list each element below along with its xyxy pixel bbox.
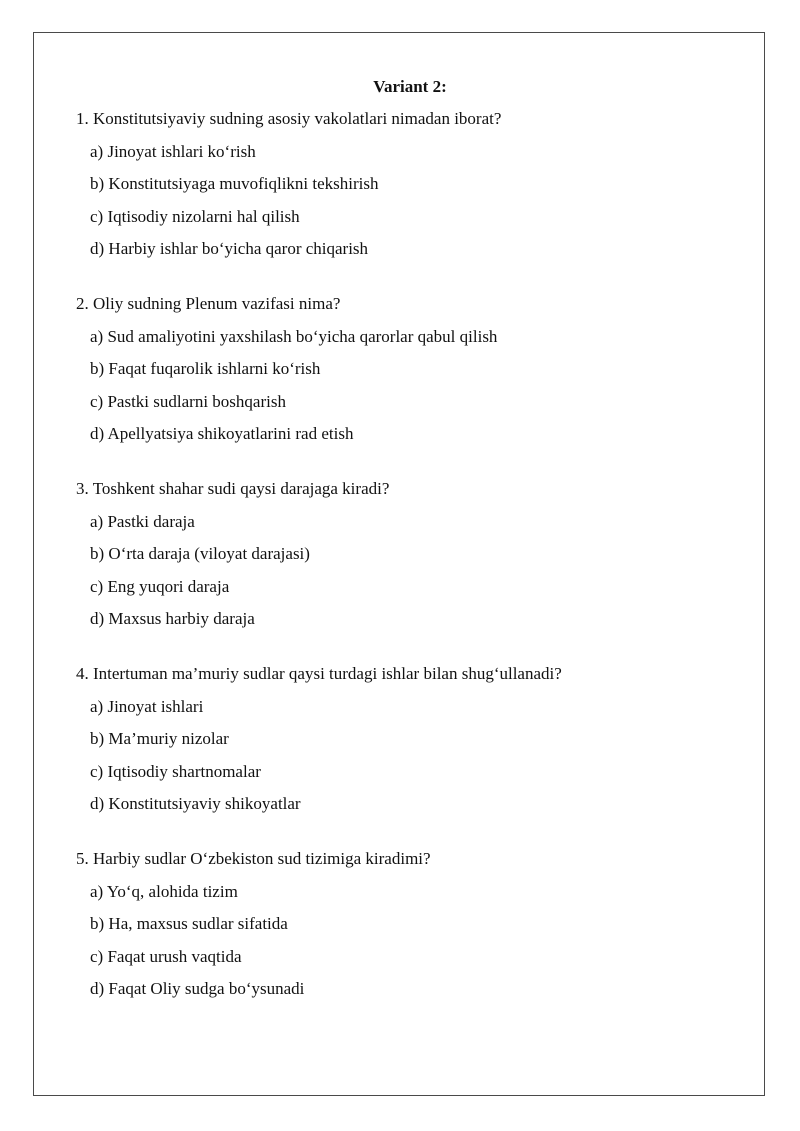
question-1 [76, 108, 756, 260]
option-d: d) Maxsus harbiy daraja [90, 609, 255, 628]
option-a: a) Jinoyat ishlari ko‘rish [90, 141, 256, 161]
question-text: 4. Intertuman ma’muriy sudlar qaysi turdagi ishlar bilan shug‘ullanadi? [76, 664, 562, 683]
option-c: c) Eng yuqori daraja [90, 576, 230, 596]
question-2 [76, 293, 756, 445]
page-title: Variant 2: [373, 77, 447, 96]
option-c: c) Faqat urush vaqtida [90, 946, 242, 966]
question-4 [76, 663, 756, 815]
option-b: b) Ma’muriy nizolar [90, 729, 229, 748]
option-a: a) Pastki daraja [90, 511, 195, 531]
question-text: 2. Oliy sudning Plenum vazifasi nima? [76, 294, 341, 313]
option-d: d) Harbiy ishlar bo‘yicha qaror chiqarish [90, 239, 369, 258]
option-d: d) Konstitutsiyaviy shikoyatlar [90, 794, 301, 813]
option-c: c) Iqtisodiy nizolarni hal qilish [90, 206, 300, 226]
question-5 [76, 848, 756, 1000]
option-a: a) Jinoyat ishlari [90, 696, 204, 716]
option-d: d) Faqat Oliy sudga bo‘ysunadi [90, 979, 305, 998]
option-c: c) Pastki sudlarni boshqarish [90, 391, 286, 411]
option-b: b) Konstitutsiyaga muvofiqlikni tekshirish [90, 174, 379, 193]
option-a: a) Sud amaliyotini yaxshilash bo‘yicha qarorlar qabul qilish [90, 326, 498, 346]
option-a: a) Yo‘q, alohida tizim [90, 881, 238, 901]
option-d: d) Apellyatsiya shikoyatlarini rad etish [90, 424, 354, 443]
question-text: 3. Toshkent shahar sudi qaysi darajaga kiradi? [76, 479, 390, 498]
question-3 [76, 478, 756, 630]
option-b: b) O‘rta daraja (viloyat darajasi) [90, 544, 310, 563]
question-list [76, 108, 756, 1033]
question-text: 5. Harbiy sudlar O‘zbekiston sud tizimiga kiradimi? [76, 849, 431, 868]
option-c: c) Iqtisodiy shartnomalar [90, 761, 261, 781]
question-text: 1. Konstitutsiyaviy sudning asosiy vakolatlari nimadan iborat? [76, 109, 502, 128]
option-b: b) Ha, maxsus sudlar sifatida [90, 914, 288, 933]
option-b: b) Faqat fuqarolik ishlarni ko‘rish [90, 359, 321, 378]
